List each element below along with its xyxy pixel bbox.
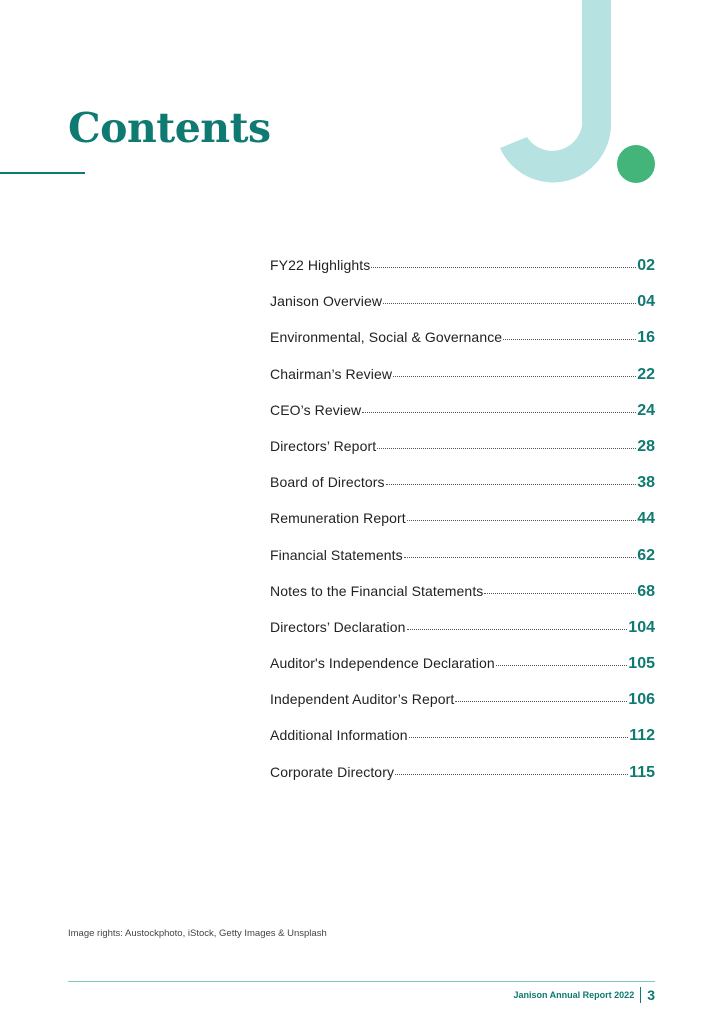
toc-entry-page: 02: [637, 257, 655, 274]
toc-entry[interactable]: [270, 474, 655, 510]
toc-dot-leader: [407, 519, 636, 521]
toc-dot-leader: [377, 447, 636, 449]
toc-dot-leader: [503, 338, 636, 340]
toc-dot-leader: [386, 483, 637, 485]
toc-entry-page: 38: [637, 474, 655, 492]
toc-entry[interactable]: [270, 402, 655, 438]
toc-entry-page: 105: [628, 655, 655, 673]
toc-dot-leader: [393, 375, 636, 377]
toc-entry[interactable]: [270, 438, 655, 474]
toc-entry[interactable]: [270, 510, 655, 546]
toc-entry-page: 44: [637, 510, 655, 528]
toc-entry-page: 24: [637, 401, 655, 419]
title-underline: [0, 172, 85, 174]
toc-entry-label: Board of Directors: [270, 474, 385, 491]
toc-entry[interactable]: [270, 619, 655, 655]
toc-dot-leader: [484, 592, 636, 594]
toc-dot-leader: [362, 411, 636, 413]
toc-dot-leader: [407, 628, 628, 630]
toc-entry-page: 04: [637, 293, 655, 311]
toc-dot-leader: [383, 302, 636, 304]
toc-entry-page: 16: [637, 329, 655, 347]
toc-entry[interactable]: [270, 257, 655, 293]
toc-entry[interactable]: [270, 583, 655, 619]
toc-entry-label: Janison Overview: [270, 293, 383, 310]
toc-entry[interactable]: [270, 691, 655, 727]
footer-report-title: Janison Annual Report 2022: [513, 990, 635, 1000]
toc-entry-label: FY22 Highlights: [270, 257, 371, 273]
table-of-contents: [270, 257, 655, 800]
toc-entry-label: Auditor's Independence Declaration: [270, 655, 495, 672]
footer-page-number: 3: [647, 987, 655, 1003]
footer-divider: [68, 981, 655, 982]
toc-entry-label: Remuneration Report: [270, 510, 406, 527]
toc-dot-leader: [395, 773, 628, 775]
toc-dot-leader: [371, 266, 636, 268]
toc-dot-leader: [455, 700, 627, 702]
footer-separator: [640, 987, 641, 1003]
j-dot-shape: [617, 145, 655, 183]
toc-entry-label: Directors’ Report: [270, 437, 377, 454]
toc-entry-page: 62: [637, 546, 655, 564]
toc-dot-leader: [496, 664, 628, 666]
toc-entry-label: Independent Auditor’s Report: [270, 691, 455, 708]
toc-entry-label: Directors’ Declaration: [270, 618, 406, 635]
toc-entry-page: 112: [629, 727, 655, 745]
page-footer: [514, 987, 656, 1003]
toc-entry-page: 106: [628, 691, 655, 709]
toc-entry[interactable]: [270, 727, 655, 763]
toc-entry-label: Financial Statements: [270, 546, 403, 563]
toc-entry-page: 22: [637, 365, 655, 383]
toc-entry-label: Additional Information: [270, 727, 408, 744]
toc-entry-page: 104: [628, 618, 655, 636]
j-letter-shape: [500, 0, 611, 182]
image-credits: Image rights: Austockphoto, iStock, Getty Images & Unsplash: [68, 928, 327, 939]
toc-entry[interactable]: [270, 655, 655, 691]
toc-entry-label: Corporate Directory: [270, 763, 395, 780]
toc-entry-page: 115: [629, 763, 655, 781]
toc-entry[interactable]: [270, 547, 655, 583]
toc-entry-label: CEO’s Review: [270, 401, 362, 418]
toc-entry[interactable]: [270, 366, 655, 402]
toc-dot-leader: [404, 556, 636, 558]
toc-entry-label: Chairman’s Review: [270, 365, 393, 382]
janison-j-logo: [0, 0, 724, 200]
page-title: Contents: [68, 104, 271, 152]
toc-entry[interactable]: [270, 293, 655, 329]
toc-entry-label: Environmental, Social & Governance: [270, 329, 503, 346]
toc-entry[interactable]: [270, 329, 655, 365]
toc-dot-leader: [409, 736, 629, 738]
toc-entry-label: Notes to the Financial Statements: [270, 582, 484, 599]
toc-entry-page: 68: [637, 582, 655, 600]
toc-entry-page: 28: [637, 437, 655, 455]
toc-entry[interactable]: [270, 764, 655, 800]
